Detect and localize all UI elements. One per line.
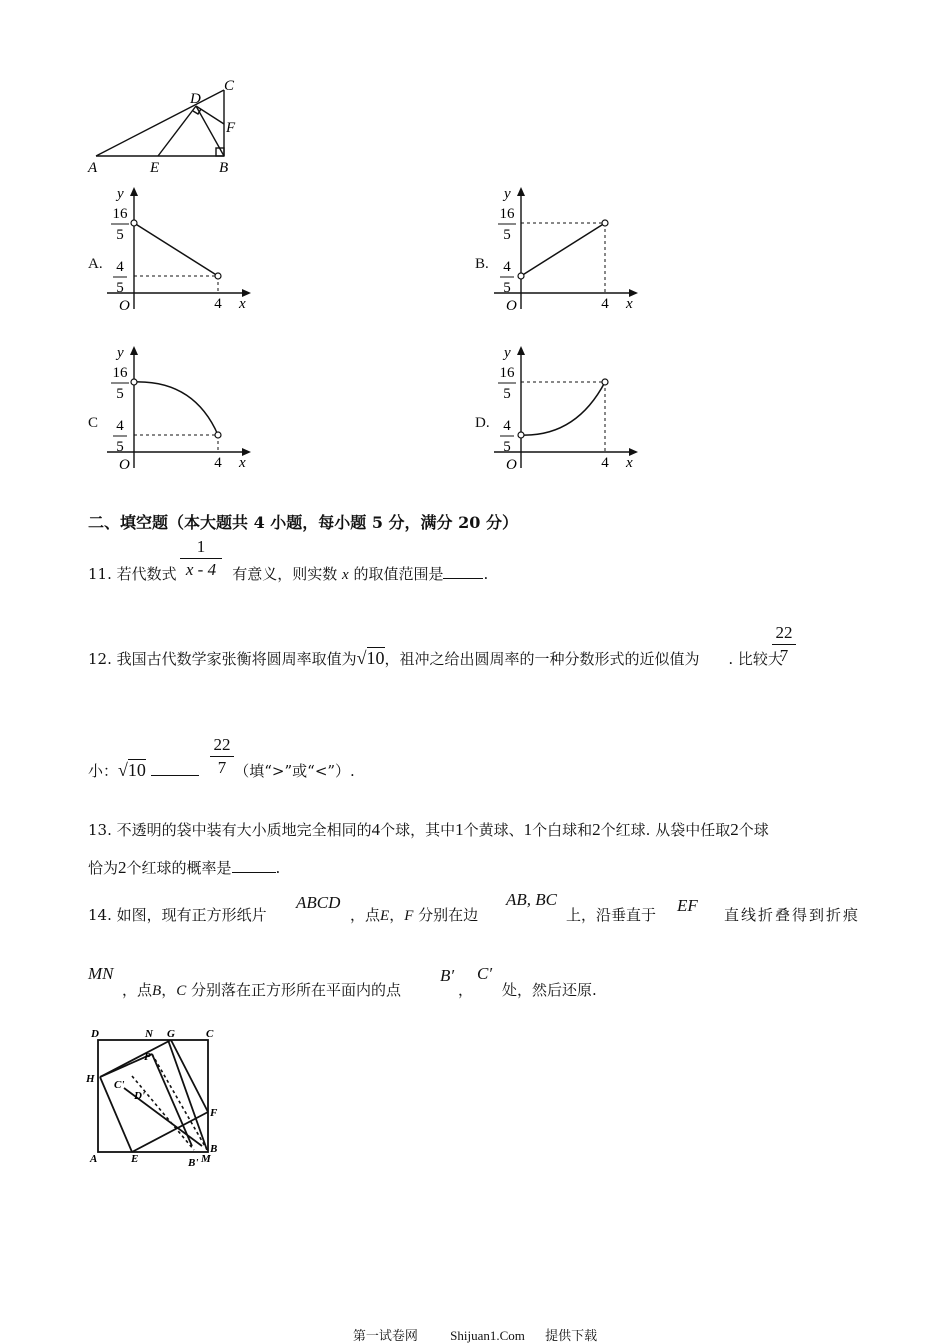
sq-label-P: P bbox=[144, 1051, 151, 1063]
y-tick-top-den: 5 bbox=[503, 227, 511, 243]
sq-label-C1: C' bbox=[114, 1079, 125, 1091]
q12-frac-num: 22 bbox=[775, 623, 793, 642]
x-tick-4: 4 bbox=[601, 455, 609, 471]
q12-frac2-den: 7 bbox=[217, 758, 227, 777]
function-curve bbox=[134, 382, 218, 435]
q12-fraction-2 bbox=[210, 734, 234, 779]
q13-tail: . bbox=[275, 859, 281, 877]
footer bbox=[0, 1325, 950, 1344]
y-axis-label: y bbox=[117, 345, 124, 361]
q12-line1 bbox=[88, 648, 783, 669]
q12-line1-c: . 比较大 bbox=[728, 650, 783, 668]
y-tick-top-den: 5 bbox=[116, 386, 124, 402]
q11 bbox=[88, 564, 488, 585]
q14-seg2 bbox=[122, 980, 401, 1001]
y-tick-low-num: 4 bbox=[503, 259, 511, 275]
q12-frac-den: 7 bbox=[779, 646, 789, 665]
q14-number: 14. 如图，现有正方形纸片 bbox=[88, 906, 267, 924]
q12-line1-a: 12. 我国古代数学家张衡将圆周率取值为 bbox=[88, 650, 357, 668]
q14-abbc: AB, BC bbox=[506, 890, 557, 909]
section-title: 二、填空题（本大题共 4 小题，每小题 5 分，满分 20 分） bbox=[88, 513, 518, 532]
label-A: A bbox=[88, 160, 98, 176]
y-tick-low-den: 5 bbox=[503, 280, 511, 296]
label-B: B bbox=[219, 160, 229, 176]
label-F: F bbox=[226, 120, 236, 136]
y-tick-top-num: 16 bbox=[112, 206, 128, 222]
x-axis-label: x bbox=[239, 455, 246, 471]
q13-n2b: 2 bbox=[730, 820, 739, 839]
label-E: E bbox=[150, 160, 160, 176]
q11-var: x bbox=[342, 567, 349, 583]
q12-line2-b: （填“>”或“<”）. bbox=[234, 762, 355, 780]
x-axis-label: x bbox=[626, 296, 633, 312]
q12-sqrt-val: 10 bbox=[366, 648, 385, 668]
q11-frac-num: 1 bbox=[196, 537, 206, 556]
q13-line1-f: 个球 bbox=[738, 821, 769, 839]
q12-line2-a: 小： bbox=[88, 762, 119, 780]
triangle-figure bbox=[80, 72, 250, 180]
q12-sqrt-2: √10 bbox=[118, 760, 146, 780]
q13-line2-b: 个红球的概率是 bbox=[126, 859, 232, 877]
q14-comma-2: ， bbox=[161, 981, 177, 999]
option-A-graph bbox=[105, 183, 255, 313]
q13-line1-c: 个黄球、 bbox=[463, 821, 524, 839]
sq-label-A: A bbox=[90, 1153, 98, 1165]
origin-label: O bbox=[119, 298, 130, 313]
option-B-label: B. bbox=[475, 256, 489, 272]
x-tick-4: 4 bbox=[214, 296, 222, 312]
q11-text-after: 有意义，则实数 bbox=[232, 565, 338, 583]
footer-site: 第一试卷网 bbox=[352, 1329, 418, 1344]
x-tick-4: 4 bbox=[601, 296, 609, 312]
q14-t3: 上，沿垂直于 bbox=[566, 906, 657, 924]
q14-comma-3: ， bbox=[458, 981, 474, 999]
q14-t6: 分别落在正方形所在平面内的点 bbox=[191, 981, 402, 999]
open-point-start bbox=[131, 220, 137, 226]
option-C-graph bbox=[105, 342, 255, 472]
sq-label-C: C bbox=[206, 1028, 214, 1040]
sq-label-G: G bbox=[167, 1028, 175, 1040]
q11-number: 11. bbox=[88, 565, 112, 583]
q14-c: C bbox=[176, 983, 187, 999]
function-curve bbox=[521, 223, 605, 276]
origin-label: O bbox=[119, 457, 130, 472]
q13-line1-d: 个白球和 bbox=[532, 821, 593, 839]
sq-label-B1: B' bbox=[188, 1157, 199, 1169]
option-D-label: D. bbox=[475, 415, 490, 431]
q11-answer-blank[interactable] bbox=[443, 578, 483, 579]
y-tick-low-num: 4 bbox=[116, 259, 124, 275]
q13-n2c: 2 bbox=[118, 858, 127, 877]
sq-label-M: M bbox=[201, 1153, 211, 1165]
q14-e: E bbox=[380, 908, 390, 924]
label-C: C bbox=[224, 78, 235, 94]
q12-frac2-num: 22 bbox=[213, 735, 231, 754]
y-tick-top-den: 5 bbox=[116, 227, 124, 243]
open-point-start bbox=[518, 432, 524, 438]
q14-ef: EF bbox=[677, 896, 698, 915]
open-point-start bbox=[131, 379, 137, 385]
q13-n1b: 1 bbox=[523, 820, 533, 839]
q14-comma: ， bbox=[389, 906, 405, 924]
q13-n1a: 1 bbox=[455, 820, 464, 839]
q11-text-before: 若代数式 bbox=[116, 565, 177, 583]
q14-t5: ，点 bbox=[122, 981, 153, 999]
function-curve bbox=[134, 223, 218, 276]
q11-text-end: 的取值范围是 bbox=[353, 565, 444, 583]
q11-tail: . bbox=[483, 565, 489, 583]
footer-domain: Shijuan1.Com bbox=[450, 1328, 525, 1343]
q14-t2: 分别在边 bbox=[418, 906, 479, 924]
q11-fraction bbox=[180, 536, 222, 581]
option-D-graph bbox=[492, 342, 642, 472]
function-curve bbox=[521, 382, 605, 435]
q13-line1-e: 个红球. 从袋中任取 bbox=[600, 821, 731, 839]
y-axis-label: y bbox=[117, 186, 124, 202]
y-axis-arrow bbox=[517, 187, 525, 196]
q14-t7: 处，然后还原. bbox=[502, 981, 597, 999]
q13-line1-a: 13. 不透明的袋中装有大小质地完全相同的 bbox=[88, 821, 372, 839]
q12-fraction-1 bbox=[772, 622, 796, 667]
q12-sqrt-val-2: 10 bbox=[127, 760, 146, 780]
q13-line2-a: 恰为 bbox=[88, 859, 119, 877]
sq-label-D: D bbox=[91, 1028, 99, 1040]
x-tick-4: 4 bbox=[214, 455, 222, 471]
q14-cprime: C′ bbox=[477, 964, 493, 983]
y-tick-top-num: 16 bbox=[112, 365, 128, 381]
q13-answer-blank[interactable] bbox=[232, 872, 276, 873]
origin-label: O bbox=[506, 298, 517, 313]
sq-label-N: N bbox=[145, 1028, 153, 1040]
q14-mn: MN bbox=[88, 964, 114, 983]
y-axis-arrow bbox=[517, 346, 525, 355]
y-tick-top-num: 16 bbox=[499, 365, 515, 381]
q12-answer-blank[interactable] bbox=[151, 775, 199, 776]
footer-action: 提供下载 bbox=[545, 1329, 598, 1344]
q14-f: F bbox=[404, 908, 414, 924]
y-axis-label: y bbox=[504, 345, 511, 361]
y-axis-label: y bbox=[504, 186, 511, 202]
origin-label: O bbox=[506, 457, 517, 472]
q12-line1-b: ，祖冲之给出圆周率的一种分数形式的近似值为 bbox=[384, 650, 700, 668]
q14-abcd: ABCD bbox=[296, 893, 341, 912]
y-tick-low-num: 4 bbox=[503, 418, 511, 434]
y-axis-arrow bbox=[130, 187, 138, 196]
x-axis-label: x bbox=[239, 296, 246, 312]
q13-line1-b: 个球，其中 bbox=[380, 821, 456, 839]
q13-n4: 4 bbox=[371, 820, 381, 839]
open-point-end bbox=[602, 379, 608, 385]
open-point-end bbox=[215, 432, 221, 438]
open-point-end bbox=[215, 273, 221, 279]
sq-label-B: B bbox=[210, 1143, 218, 1155]
option-A-label: A. bbox=[88, 256, 103, 272]
q14-t4: 直线折叠得到折痕 bbox=[724, 906, 861, 924]
option-B-graph bbox=[492, 183, 642, 313]
sq-label-F: F bbox=[210, 1107, 218, 1119]
open-point-start bbox=[518, 273, 524, 279]
y-tick-low-den: 5 bbox=[503, 439, 511, 455]
y-tick-top-num: 16 bbox=[499, 206, 515, 222]
q14-bprime: B′ bbox=[440, 966, 455, 985]
y-tick-low-den: 5 bbox=[116, 439, 124, 455]
q14-b: B bbox=[152, 983, 162, 999]
q13-n2: 2 bbox=[592, 820, 601, 839]
label-D: D bbox=[190, 91, 201, 107]
q14-line1 bbox=[88, 905, 267, 925]
y-tick-low-den: 5 bbox=[116, 280, 124, 296]
sq-label-H: H bbox=[86, 1073, 95, 1085]
option-C-label: C bbox=[88, 415, 99, 431]
sq-label-D1: D' bbox=[134, 1090, 145, 1102]
q12-sqrt: √10 bbox=[356, 648, 385, 668]
y-tick-low-num: 4 bbox=[116, 418, 124, 434]
sq-label-E: E bbox=[131, 1153, 139, 1165]
open-point-end bbox=[602, 220, 608, 226]
q13-line2 bbox=[88, 858, 280, 878]
q13-line1 bbox=[88, 820, 769, 840]
y-tick-top-den: 5 bbox=[503, 386, 511, 402]
square-fold-figure bbox=[82, 1022, 232, 1170]
y-axis-arrow bbox=[130, 346, 138, 355]
x-axis-label: x bbox=[626, 455, 633, 471]
q14-t1: ，点 bbox=[350, 906, 381, 924]
q14-seg1 bbox=[350, 905, 478, 926]
q11-frac-den: x - 4 bbox=[185, 560, 217, 579]
